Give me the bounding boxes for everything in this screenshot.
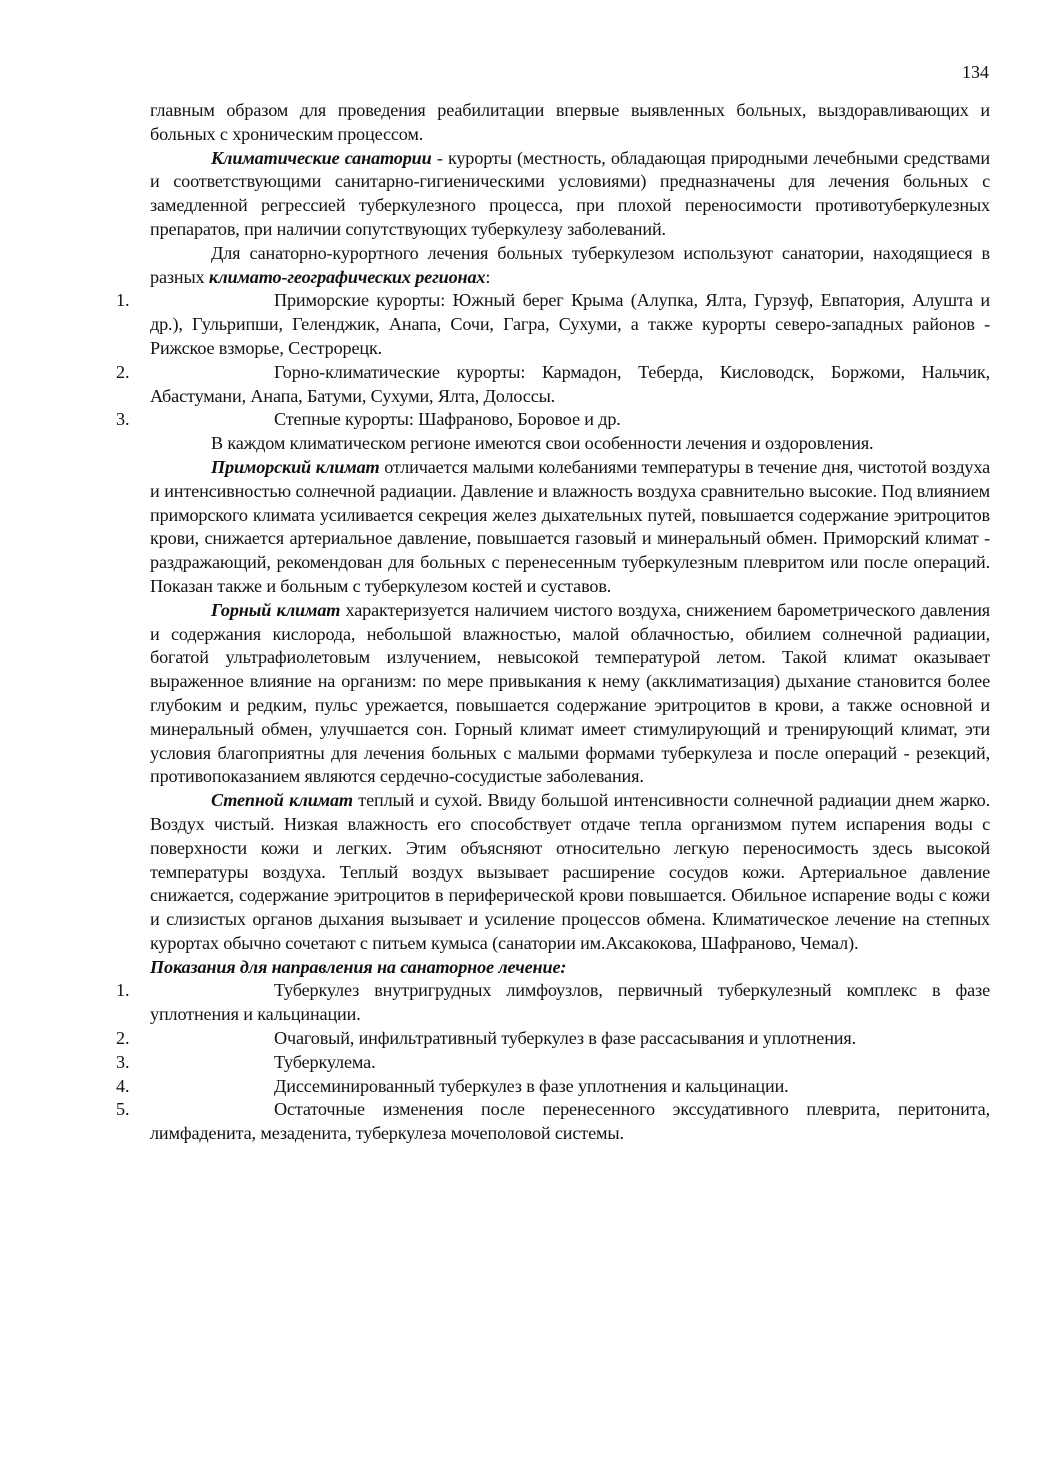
list-number: 1. [116, 980, 130, 1001]
term-climatic-sanatoriums: Климатические санатории [211, 147, 432, 168]
term-climate-regions: климато-географических регионах [208, 266, 486, 287]
list-number: 5. [116, 1099, 130, 1120]
list-number: 2. [116, 361, 130, 382]
list-item [116, 1075, 990, 1099]
list-item [116, 289, 990, 360]
term-seaside-climate: Приморский климат [211, 456, 380, 477]
term-mountain-climate: Горный климат [211, 599, 341, 620]
list-number: 1. [116, 290, 130, 311]
paragraph-steppe-climate [150, 789, 990, 956]
list-item-text: Очаговый, инфильтративный туберкулез в фазе рассасывания и уплотнения. [274, 1028, 856, 1049]
list-number: 2. [116, 1028, 130, 1049]
paragraph-seaside-climate [150, 456, 990, 599]
list-item-text: Остаточные изменения после перенесенного экссудативного плеврита, перитонита, лимфаденита, мезаденита, туберкулеза мочеполовой системы. [150, 1099, 990, 1144]
list-item [116, 979, 990, 1027]
term-steppe-climate: Степной климат [211, 790, 353, 811]
list-item-text: Диссеминированный туберкулез в фазе уплотнения и кальцинации. [274, 1075, 789, 1096]
paragraph-text: отличается малыми колебаниями температуры в течение дня, чистотой воздуха и интенсивностью солнечной радиации. Давление и влажность воздуха сравнительно высокие. Под влиянием приморского климата усиливается секреция желез дыхательных путей, повышается содержание эритроцитов крови, снижается артериальное давление, повышается газовый и минеральный обмен. Приморский климат - раздражающий, рекомендован для больных с перенесенным туберкулезным плевритом или после операций. Показан также и больным с туберкулезом костей и суставов. [150, 456, 990, 596]
list-item [116, 1098, 990, 1146]
list-item [116, 408, 990, 432]
paragraph-mountain-climate [150, 599, 990, 789]
list-item [116, 1027, 990, 1051]
indications-list [116, 979, 990, 1146]
list-item-text: Горно-климатические курорты: Кармадон, Теберда, Кисловодск, Боржоми, Нальчик, Абастумани, Анапа, Батуми, Сухуми, Ялта, Долоссы. [150, 361, 990, 406]
paragraph-text: Для санаторно-курортного лечения больных туберкулезом используют санатории, находящиеся в разных [150, 242, 990, 287]
paragraph-regions-intro [150, 242, 990, 290]
paragraph-rehabilitation: главным образом для проведения реабилитации впервые выявленных больных, выздоравливающих и больных с хроническим процессом. [150, 100, 990, 144]
list-item-text: Туберкулема. [274, 1051, 376, 1072]
paragraph-text: теплый и сухой. Ввиду большой интенсивности солнечной радиации днем жарко. Воздух чистый. Низкая влажность его способствует отдаче тепла организмом путем испарения воды с поверхности кожи и легких. Этим объясняют относительно легкую переносимость здесь высокой температуры воздуха. Теплый воздух вызывает расширение сосудов кожи. Артериальное давление снижается, содержание эритроцитов в периферической крови повышается. Обильное испарение воды с кожи и слизистых органов дыхания вызывает и усиление процессов обмена. Климатическое лечение на степных курортах обычно сочетают с питьем кумыса (санатории им.Аксакокова, Шафраново, Чемал). [150, 790, 990, 953]
list-item-text: Туберкулез внутригрудных лимфоузлов, первичный туберкулезный комплекс в фазе уплотнения и кальцинации. [150, 980, 990, 1025]
page-number: 134 [962, 62, 989, 82]
list-number: 4. [116, 1075, 130, 1096]
paragraph-text: : [485, 266, 491, 287]
list-item [116, 1051, 990, 1075]
indications-heading: Показания для направления на санаторное лечение: [150, 956, 567, 977]
paragraph-text: характеризуется наличием чистого воздуха, снижением барометрического давления и содержания кислорода, небольшой влажностью, малой облачностью, обилием солнечной радиации, богатой ультрафиолетовым излучением, невысокой температурой летом. Такой климат оказывает выраженное влияние на организм: по мере привыкания к нему (акклиматизация) дыхание становится более глубоким и редким, пульс урежается, повышается содержание эритроцитов в крови, а также основной и минеральный обмен, улучшается сон. Горный климат имеет стимулирующий и тренирующий климат, эти условия благоприятны для лечения больных с малыми формами туберкулеза и после операций - резекций, противопоказанием являются сердечно-сосудистые заболевания. [150, 599, 990, 787]
paragraph-climatic-sanatoriums [150, 147, 990, 242]
paragraph-text: - курорты (местность, обладающая природными лечебными средствами и соответствующими санитарно-гигиеническими условиями) предназначены для лечения больных с замедленной регрессией туберкулезного процесса, при плохой переносимости противотуберкулезных препаратов, при наличии сопутствующих туберкулезу заболеваний. [150, 147, 990, 239]
list-item-text: Степные курорты: Шафраново, Боровое и др. [274, 409, 621, 430]
list-number: 3. [116, 409, 130, 430]
page-body [116, 99, 990, 1146]
regions-list [116, 289, 990, 432]
list-number: 3. [116, 1051, 130, 1072]
paragraph-region-features: В каждом климатическом регионе имеются свои особенности лечения и оздоровления. [211, 433, 874, 454]
list-item [116, 361, 990, 409]
list-item-text: Приморские курорты: Южный берег Крыма (Алупка, Ялта, Гурзуф, Евпатория, Алушта и др.), Гульрипши, Геленджик, Анапа, Сочи, Гагра, Сухуми, а также курорты северо-западных районов - Рижское взморье, Сестрорецк. [150, 290, 990, 358]
